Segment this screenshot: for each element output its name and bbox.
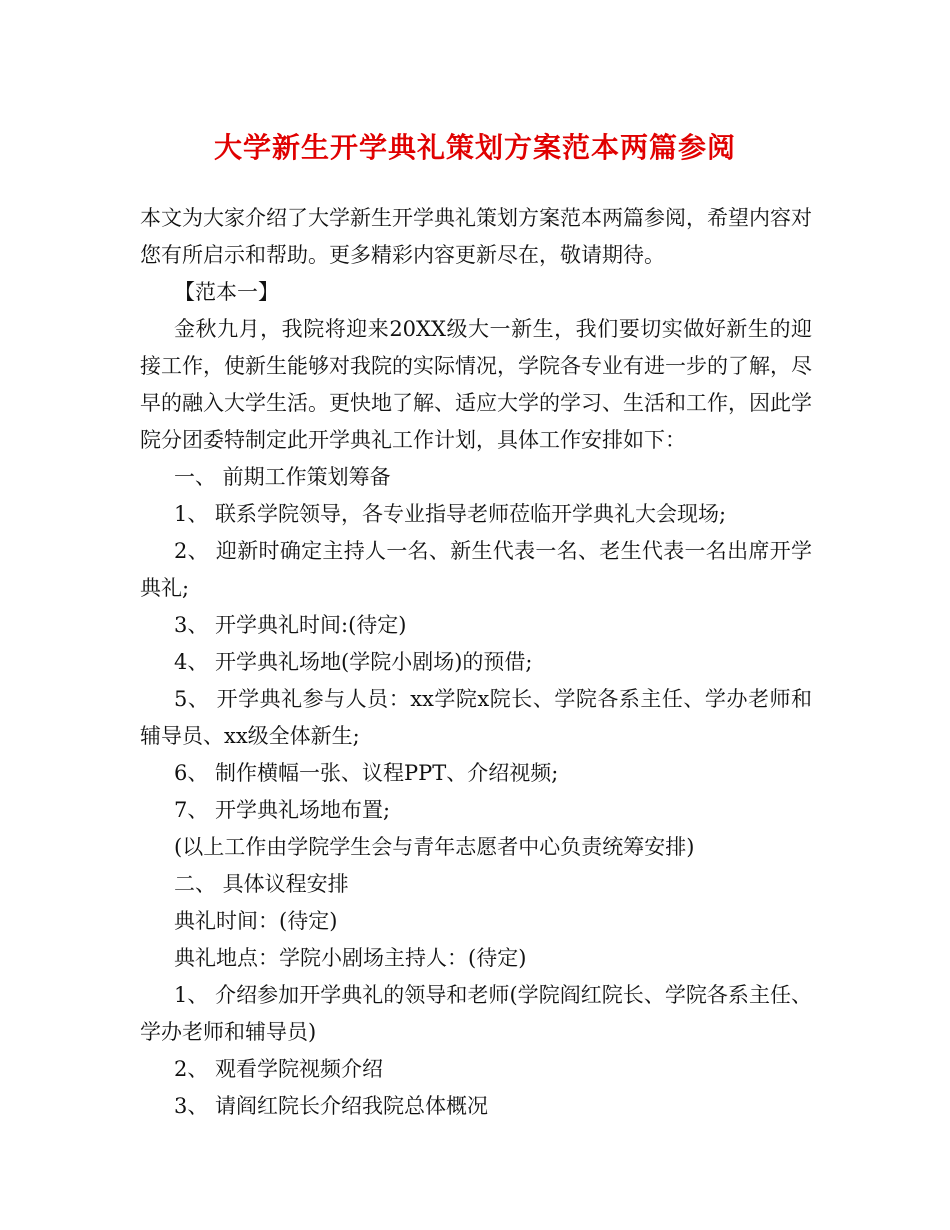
list-item: 2、 观看学院视频介绍 — [174, 1057, 384, 1081]
list-item: 2、 迎新时确定主持人一名、新生代表一名、老生代表一名出席开学典礼; — [140, 539, 812, 600]
list-item: 6、 制作横幅一张、议程PPT、介绍视频; — [174, 761, 559, 785]
background-paragraph: 金秋九月，我院将迎来20XX级大一新生，我们要切实做好新生的迎接工作，使新生能够对我院的实际情况，学院各专业有进一步的了解，尽早的融入大学生活。更快地了解、适应大学的学习、生活和工作，因此学院分团委特制定此开学典礼工作计划，具体工作安排如下： — [140, 317, 812, 452]
list-item: 1、 介绍参加开学典礼的领导和老师(学院阎红院长、学院各系主任、学办老师和辅导员) — [140, 983, 812, 1044]
intro-paragraph: 本文为大家介绍了大学新生开学典礼策划方案范本两篇参阅，希望内容对您有所启示和帮助。更多精彩内容更新尽在，敬请期待。 — [140, 206, 812, 267]
list-item: 3、 请阎红院长介绍我院总体概况 — [174, 1094, 489, 1118]
heading-preparation: 一、 前期工作策划筹备 — [174, 465, 391, 489]
list-item: 3、 开学典礼时间:(待定) — [174, 613, 407, 637]
list-item: 1、 联系学院领导，各专业指导老师莅临开学典礼大会现场; — [174, 502, 727, 526]
ceremony-time: 典礼时间：(待定) — [174, 909, 338, 933]
section-label-sample-one: 【范本一】 — [174, 280, 279, 304]
list-item: 5、 开学典礼参与人员：xx学院x院长、学院各系主任、学办老师和辅导员、xx级全体新生; — [140, 687, 812, 748]
ceremony-location: 典礼地点：学院小剧场主持人：(待定) — [174, 946, 527, 970]
heading-agenda: 二、 具体议程安排 — [174, 872, 349, 896]
note-paragraph: (以上工作由学院学生会与青年志愿者中心负责统筹安排) — [174, 835, 695, 859]
document-body — [140, 200, 812, 1125]
document-title: 大学新生开学典礼策划方案范本两篇参阅 — [213, 131, 736, 164]
list-item: 4、 开学典礼场地(学院小剧场)的预借; — [174, 650, 533, 674]
list-item: 7、 开学典礼场地布置; — [174, 798, 391, 822]
